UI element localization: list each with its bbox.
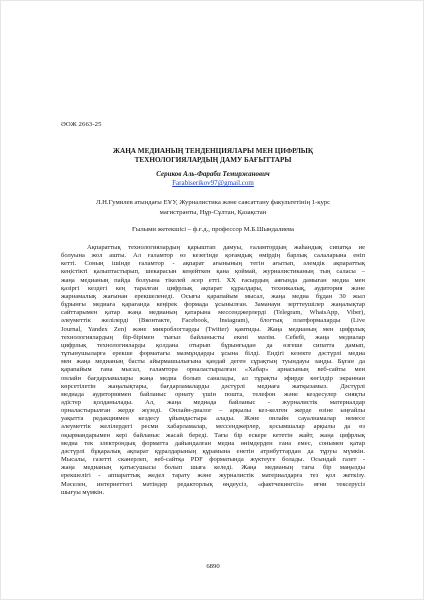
body-line: медиа тек электрондық форматта дайындалған медиа өнімдерден ғана емес, сонымен қатар [61,439,365,447]
body-line: шығуы мүмкін. [61,488,105,496]
affiliation [61,198,365,217]
body-line: Мысалы, газетті сканерлеп, веб-сайтқа PDF форматында жүктеуге болады. Осындай газет - [61,456,365,464]
body-line: кеңістікті қалыптастырып, шекарасын кеңейткен қана қоймай, журналистиканың тың саласы – [61,268,365,276]
body-line: жаңа медианың қатысушысы болып шыға келеді. Жаңа медианың тағы бір маңызды [61,464,365,472]
body-text [61,244,365,497]
paper-title [61,147,365,165]
body-line: кетті. Соның ішінде ғаламтор - ақпарат ағынының тегін ағытып, әлемдік ақпараттық [61,260,365,268]
body-line: медиада аудиториямен байланыс орнату үшін пошта, телефон және кездесулер сияқты [61,390,365,398]
body-line: көрсетілетін жаңалықтары, бағдарламаларды дәстүрлі медиаға жатқызамыз. Дәстүрлі [61,382,365,390]
body-line: онлайн бағдарламалары жаңа медиа болып саналады, ал тұрақты эфирде көгілдір экраннан [61,374,365,382]
affiliation-line: Л.Н.Гумилев атындағы ЕҰУ, Журналистика және саясаттану факультетінің 1-курс [95,199,331,206]
body-line: дәстүрлі бұқаралық ақпарат құралдарының құрамына енетін атрибуттардан да тұруы мүмкін. [61,447,365,455]
author-block [61,170,365,189]
body-line: әдістер қолданылады. Ал, жаңа медиада байланыс - журналистік материалдар [61,398,365,406]
body-line: бұрынғы медиаға қарағанда кеңірек формада ұсынылған. Заманауи зерттеушілер жаңалықтар [61,301,365,309]
body-line: орналастырылған жерде жүзеді. Онлайн-диалог – арқылы кез-келген жерде өзіне ыңғайлы [61,407,365,415]
affiliation-line: магистранты, Нұр-Сұлтан, Қазақстан [159,208,267,216]
body-line: қазіргі кездегі кең таралған цифрлық ақпарат құралдары, техникалық, аудитория және [61,284,365,292]
body-line: болуына жол ашты. Ал ғаламтор өз кезегінде қоғамдық өмірдің барлық салаларына еніп [61,252,365,260]
body-line: әлеуметтік желілерді (Вконтакте, Facebook, Instagram), блогтық платформаларды (Live [61,317,365,325]
author-email-link[interactable]: Farabiserikov97@gmail.com [172,179,254,188]
body-line: сайттарымен қатар жаңа медианың қатарына мессенджерлерді (Telegram, WhatsApp, Viber), [61,309,365,317]
body-line: жарнамалық жағынан ерекшеленеді. Осығы қарапайым мысал, жаңа медиа бұдан 30 жыл [61,292,365,300]
body-line: технологиялардың бір-бірімен тығыз байланысты екені мәлім. Себебі, жаңа медиалар [61,333,365,341]
body-line: мен жаңа медианың басты айырмашылығына қандай деген сұрақтың туындауы заңды. Бұған да [61,358,365,366]
body-line: цифрлық технологияларды қолдана отырып бұрынғыдан да өзгеше сипатта дамып, [61,341,365,349]
body-line: Мәселен, интернеттегі мәтіндер редакторлық өңдеусіз, «фактчекингсіз» яғни тексерусіз [61,480,365,488]
body-line: әлеуметтік желілердегі ресми хабарламалар, мессенджерлер, қосымшалар арқылы да өз [61,423,365,431]
title-line: ТЕХНОЛОГИЯЛАРДЫҢ ДАМУ БАҒЫТТАРЫ [134,156,292,165]
page-number: 6890 [206,563,220,570]
body-line: ерекшелігі - аппараттық жедел тарату және журналистік материалдарға тез қол жеткізу. [61,472,365,480]
body-line: оқырмандарымен кері байланыс жасай береді. Тағы бір ескере кететін жайт, жаңа цифрлық [61,431,365,439]
body-line: Ақпараттық технологиялардың қарыштап дамуы, ғаламтордың жаһандық сипатқа ие [87,244,365,251]
body-line: тұтынушыларға ерекше форматағы мазмұндарды ұсына білді. Ендігі кезекте дәстүрлі медиа [61,350,365,358]
scientific-advisor: Ғылыми жетекшісі – ф.ғ.д., профессор М.Б.Шындалиева [131,226,294,233]
udk-code: ӘОЖ 2663-25 [61,121,102,128]
body-line: жаңа медианың пайда болуына тікелей әсер етті. XX ғасырдың аяғында дамыған медиа мен [61,276,365,284]
author-name: Сериков Аль-Фараби Темиржанович [156,170,270,178]
body-line: Journal, Yandex Zen) және микроблогтарды (Twitter) қамтиды. Жаңа медианың мен цифрлық [61,325,365,333]
title-line: ЖАҢА МЕДИАНЫҢ ТЕНДЕНЦИЯЛАРЫ МЕН ЦИФРЛЫҚ [112,147,314,155]
body-line: қарапайым гана мысал, ғаламтора орналастырылған «Хабар» арнасының веб-сайты мен [61,366,365,374]
body-line: уақытта редакциямен кездесу ұйымдастыра алады. Және онлайн сауалнамалар немесе [61,415,365,423]
